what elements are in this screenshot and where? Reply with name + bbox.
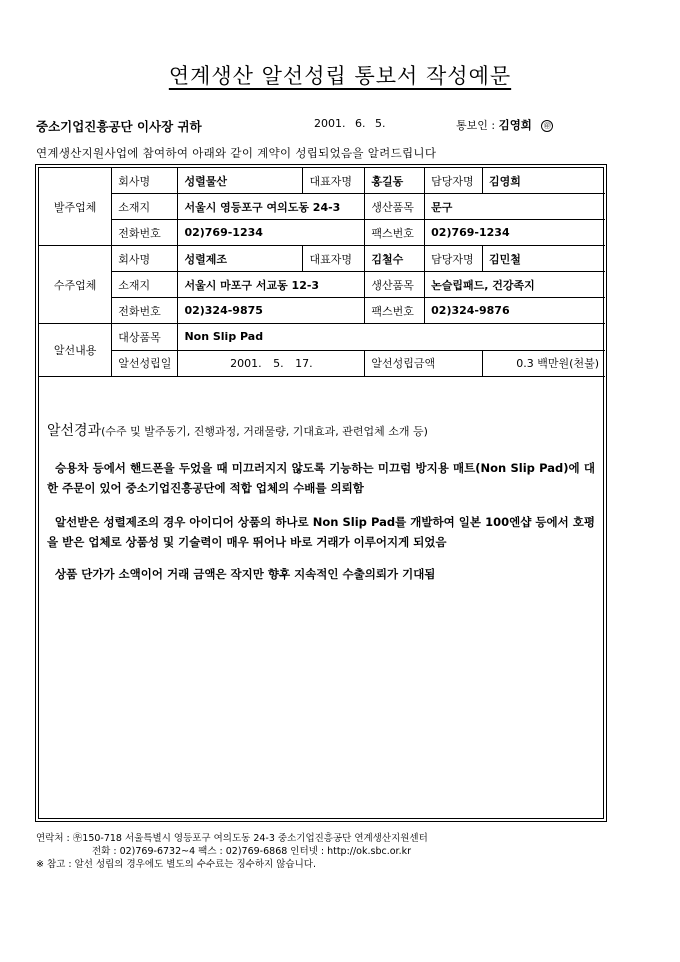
footer-phone-fax: 전화 : 02)769-6732~4 팩스 : 02)769-6868 인터넷 : http://ok.sbc.or.kr [92, 846, 411, 857]
brokerage-item: Non Slip Pad [178, 324, 605, 351]
receiving-fax-label: 팩스번호 [365, 298, 425, 324]
receiving-company: 성렬제조 [178, 246, 303, 272]
brokerage-item-label: 대상품목 [112, 324, 178, 351]
receiving-phone-label: 전화번호 [112, 298, 178, 324]
ordering-manager: 김영희 [483, 168, 606, 194]
ordering-phone-label: 전화번호 [112, 220, 178, 246]
notifier-name: 김영희 [498, 118, 532, 132]
progress-title: 알선경과 [47, 423, 102, 439]
ordering-manager-label: 담당자명 [425, 168, 483, 194]
brokerage-amount: 0.3 백만원(천불) [483, 350, 606, 377]
receiving-address: 서울시 마포구 서교동 12-3 [178, 272, 365, 298]
receiving-ceo: 김철수 [365, 246, 425, 272]
form-box [35, 164, 607, 822]
receiving-ceo-label: 대표자명 [303, 246, 365, 272]
progress-paragraph-2: 알선받은 성렬제조의 경우 아이디어 상품의 하나로 Non Slip Pad를 개발하여 일본 100엔샵 등에서 호평을 받은 업체로 상품성 및 기술력이 매우 뛰어나 바로 거래가 이루어지게 되었음 [47, 515, 595, 549]
ordering-product: 문구 [425, 194, 605, 220]
brokerage-date-label: 알선성립일 [112, 350, 178, 377]
brokerage-date: 2001. 5. 17. [178, 350, 365, 377]
receiving-row-2 [39, 272, 605, 298]
notifier [456, 117, 553, 133]
footer-note: ※ 참고 : 알선 성립의 경우에도 별도의 수수료는 징수하지 않습니다. [36, 859, 316, 870]
receiving-address-label: 소재지 [112, 272, 178, 298]
progress-paragraph-3: 상품 단가가 소액이어 거래 금액은 작지만 향후 지속적인 수출의뢰가 기대됨 [55, 567, 436, 581]
ordering-ceo: 홍길동 [365, 168, 425, 194]
receiving-product: 논슬립패드, 건강족지 [425, 272, 605, 298]
receiving-row-1 [39, 246, 605, 272]
receiving-group-label: 수주업체 [39, 246, 112, 324]
ordering-product-label: 생산품목 [365, 194, 425, 220]
recipient-line [36, 117, 646, 135]
ordering-phone: 02)769-1234 [178, 220, 365, 246]
footer-contact: 연락처 : ㉾150-718 서울특별시 영등포구 여의도동 24-3 중소기업진흥공단 연계생산지원센터 [36, 833, 428, 844]
document-title: 연계생산 알선성립 통보서 작성예문 [168, 64, 512, 88]
form-inner-border [38, 167, 604, 819]
brokerage-row-1 [39, 324, 605, 351]
ordering-address: 서울시 영등포구 여의도동 24-3 [178, 194, 365, 220]
progress-heading [47, 420, 595, 440]
receiving-phone: 02)324-9875 [178, 298, 365, 324]
brokerage-row-2 [39, 350, 605, 377]
receiving-row-3 [39, 298, 605, 324]
notice-date: 2001. 6. 5. [314, 117, 386, 130]
progress-paragraph-1: 승용차 등에서 핸드폰을 두었을 때 미끄러지지 않도록 기능하는 미끄럼 방지용 매트(Non Slip Pad)에 대한 주문이 있어 중소기업진흥공단에 적합 업체의 수배를 의뢰함 [47, 461, 595, 495]
receiving-product-label: 생산품목 [365, 272, 425, 298]
ordering-company: 성렬물산 [178, 168, 303, 194]
seal-icon: ㊞ [541, 120, 553, 132]
ordering-fax-label: 팩스번호 [365, 220, 425, 246]
ordering-company-label: 회사명 [112, 168, 178, 194]
recipient: 중소기업진흥공단 이사장 귀하 [36, 119, 202, 134]
ordering-row-1 [39, 168, 605, 194]
receiving-manager: 김민철 [483, 246, 606, 272]
ordering-ceo-label: 대표자명 [303, 168, 365, 194]
brokerage-group-label: 알선내용 [39, 324, 112, 377]
receiving-company-label: 회사명 [112, 246, 178, 272]
ordering-row-2 [39, 194, 605, 220]
ordering-row-3 [39, 220, 605, 246]
ordering-group-label: 발주업체 [39, 168, 112, 246]
receiving-manager-label: 담당자명 [425, 246, 483, 272]
info-table [39, 168, 605, 377]
ordering-fax: 02)769-1234 [425, 220, 605, 246]
progress-subtitle: (수주 및 발주동기, 진행과정, 거래물량, 기대효과, 관련업체 소개 등) [101, 425, 428, 438]
footer [36, 832, 428, 871]
brokerage-amount-label: 알선성립금액 [365, 350, 483, 377]
intro-text: 연계생산지원사업에 참여하여 아래와 같이 계약이 성립되었음을 알려드립니다 [36, 146, 437, 160]
notifier-label: 통보인 : [456, 119, 496, 132]
receiving-fax: 02)324-9876 [425, 298, 605, 324]
ordering-address-label: 소재지 [112, 194, 178, 220]
progress-section [47, 420, 595, 584]
